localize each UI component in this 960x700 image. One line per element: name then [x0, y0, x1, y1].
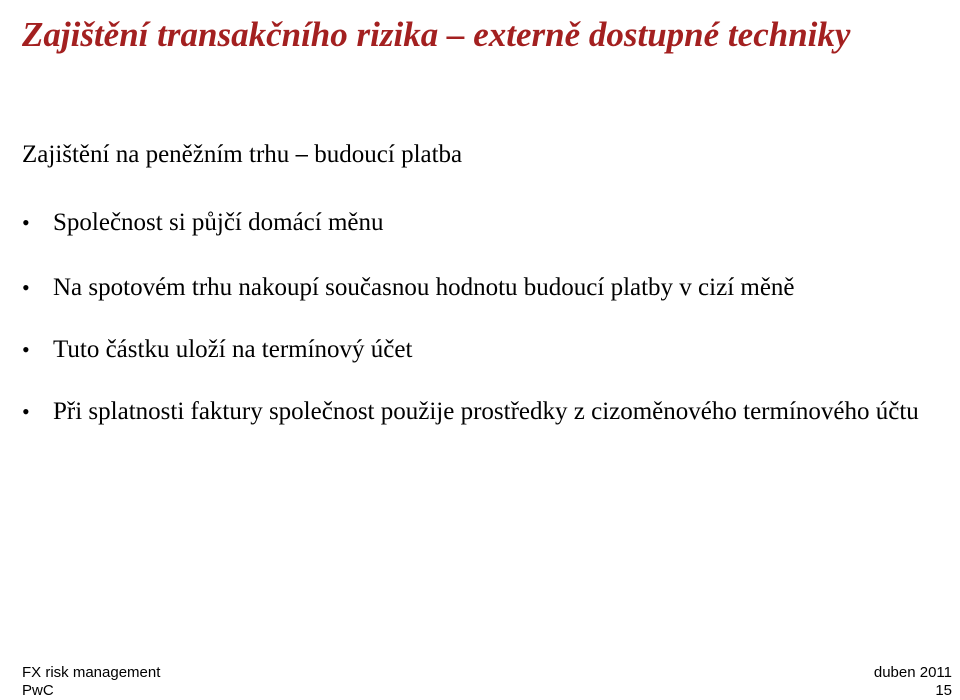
footer-company: PwC — [22, 682, 54, 699]
bullet-icon: • — [22, 399, 30, 424]
bullet-icon: • — [22, 337, 30, 362]
bullet-item — [22, 207, 922, 239]
bullet-item — [22, 272, 922, 304]
footer-page-number: 15 — [935, 682, 952, 699]
bullet-item — [22, 334, 922, 366]
bullet-text: Na spotovém trhu nakoupí současnou hodnotu budoucí platby v cizí měně — [53, 274, 795, 301]
bullet-text: Společnost si půjčí domácí měnu — [53, 209, 384, 236]
footer-presentation-name: FX risk management — [22, 664, 161, 681]
footer-date: duben 2011 — [873, 664, 952, 681]
slide-title: Zajištění transakčního rizika – externě dostupné techniky — [22, 15, 851, 54]
bullet-icon: • — [22, 210, 30, 235]
slide-subtitle: Zajištění na peněžním trhu ⎯ budoucí platba — [22, 141, 463, 168]
bullet-icon: • — [22, 275, 30, 300]
bullet-text: Při splatnosti faktury společnost použije prostředky z cizoměnového termínového účtu — [53, 398, 919, 425]
bullet-text: Tuto částku uloží na termínový účet — [53, 336, 413, 363]
bullet-item — [22, 396, 922, 428]
